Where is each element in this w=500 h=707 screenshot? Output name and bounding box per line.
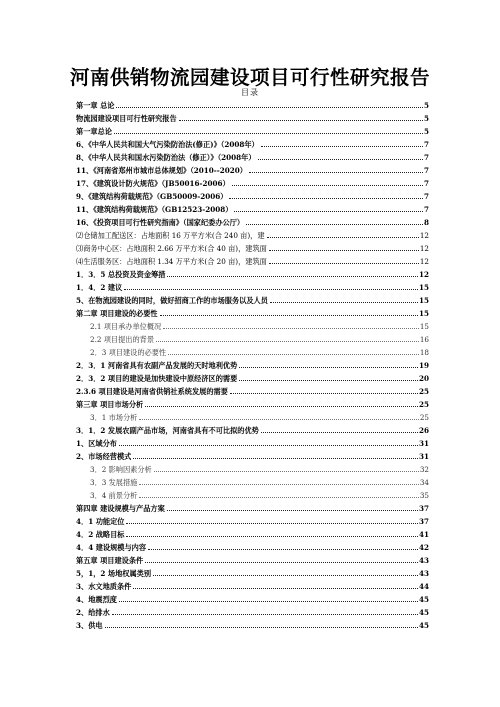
toc-entry[interactable] <box>76 346 429 359</box>
toc-entry-title: 第一章总论 <box>76 127 112 136</box>
toc-entry-title: 2．3．1 河南省具有农副产品发展的天时地利优势 <box>76 361 238 370</box>
toc-entry-page: 20 <box>418 374 429 383</box>
toc-entry-page: 45 <box>418 595 429 604</box>
dot-leader <box>126 536 418 537</box>
toc-entry[interactable] <box>76 112 429 125</box>
toc-entry-title: 第五章 项目建设条件 <box>76 556 144 565</box>
dot-leader <box>229 198 423 199</box>
toc-entry[interactable] <box>76 541 429 554</box>
toc-entry[interactable] <box>76 476 429 489</box>
toc-entry[interactable] <box>76 242 429 255</box>
toc-entry-page: 12 <box>419 257 429 266</box>
toc-entry-page: 26 <box>418 426 429 435</box>
toc-entry-page: 45 <box>418 608 429 617</box>
toc-entry-page: 7 <box>423 140 429 149</box>
dot-leader <box>160 315 418 316</box>
toc-entry-page: 7 <box>423 205 429 214</box>
toc-entry-title: ⑷生活服务区：占地面积 1.34 万平方米(合 20 亩)，建筑面 <box>76 257 267 266</box>
dot-leader <box>249 172 423 173</box>
toc-entry-title: 5、在物流园建设的同时，做好招商工作的市场服务以及人员 <box>76 296 268 305</box>
toc-entry-page: 7 <box>423 192 429 201</box>
toc-entry-title: 5，1，2 场地权属类别 <box>76 569 152 578</box>
toc-entry[interactable] <box>76 528 429 541</box>
dot-leader <box>119 445 418 446</box>
dot-leader <box>261 146 423 147</box>
dot-leader <box>232 185 423 186</box>
dot-leader <box>153 575 418 576</box>
toc-entry-title: 3、水文地质条件 <box>76 582 132 591</box>
toc-entry[interactable] <box>76 437 429 450</box>
toc-entry-page: 44 <box>418 582 429 591</box>
toc-entry-title: 17、《建筑设计防火规范》（JB50016-2006） <box>76 179 230 188</box>
toc-entry-title: 3．2 影响因素分析 <box>90 465 152 474</box>
toc-entry-page: 34 <box>419 478 429 487</box>
toc-entry[interactable] <box>76 554 429 567</box>
toc-entry-title: ⑵仓储加工配送区：占地面积 16 万平方米(合 240 亩)，建 <box>76 231 265 240</box>
dot-leader <box>270 302 418 303</box>
toc-entry-page: 43 <box>418 569 429 578</box>
toc-entry-page: 7 <box>423 153 429 162</box>
toc-entry-title: 1、区域分布 <box>76 439 117 448</box>
toc-entry[interactable] <box>76 372 429 385</box>
toc-entry-page: 42 <box>418 543 429 552</box>
toc-entry-title: 2.1 项目承办单位概况 <box>90 322 162 331</box>
toc-entry[interactable] <box>76 216 429 229</box>
toc-entry[interactable] <box>76 99 429 112</box>
toc-entry-title: 2．3．2 项目的建设是加快建设中原经济区的需要 <box>76 374 238 383</box>
toc-heading: 目录 <box>241 88 259 97</box>
toc-entry[interactable] <box>76 177 429 190</box>
toc-entry[interactable] <box>76 138 429 151</box>
toc-entry-page: 25 <box>418 400 429 409</box>
dot-leader <box>133 588 418 589</box>
toc-entry-title: 2．3 项目建设的必要性 <box>90 348 167 357</box>
toc-entry[interactable] <box>76 398 429 411</box>
toc-entry[interactable] <box>76 255 429 268</box>
toc-entry[interactable] <box>76 515 429 528</box>
dot-leader <box>167 510 418 511</box>
toc-entry-title: 3、供电 <box>76 621 103 630</box>
dot-leader <box>269 250 419 251</box>
toc-entry[interactable] <box>76 281 429 294</box>
toc-entry[interactable] <box>76 411 429 424</box>
dot-leader <box>167 276 418 277</box>
toc-entry-page: 45 <box>418 621 429 630</box>
dot-leader <box>239 380 418 381</box>
toc-entry[interactable] <box>76 580 429 593</box>
toc-entry-page: 15 <box>419 322 429 331</box>
toc-entry[interactable] <box>76 502 429 515</box>
toc-entry-page: 16 <box>419 335 429 344</box>
toc-entry[interactable] <box>76 164 429 177</box>
toc-entry-page: 19 <box>418 361 429 370</box>
dot-leader <box>239 367 418 368</box>
toc-entry-title: 第二章 项目建设的必要性 <box>76 309 158 318</box>
toc-entry-title: 8、《中华人民共和国水污染防治法（修正）》（2008年） <box>76 153 256 162</box>
toc-entry-title: 2.2 项目提出的背景 <box>90 335 155 344</box>
toc-entry-page: 37 <box>418 517 429 526</box>
dot-leader <box>156 341 419 342</box>
dot-leader <box>114 133 423 134</box>
toc-entry-page: 12 <box>418 270 429 279</box>
toc-entry-page: 25 <box>419 413 429 422</box>
toc-entry-title: 4．1 功能定位 <box>76 517 125 526</box>
dot-leader <box>258 159 423 160</box>
toc-entry-title: 6、《中华人民共和国大气污染防治法(修正)》（2008年） <box>76 140 259 149</box>
toc-entry-title: ⑶商务中心区：占地面积 2.66 万平方米(合 40 亩)，建筑面 <box>76 244 267 253</box>
dot-leader <box>126 523 418 524</box>
toc-entry[interactable] <box>76 229 429 242</box>
toc-entry-page: 7 <box>423 179 429 188</box>
toc-entry-title: 2、市场经营模式 <box>76 452 132 461</box>
toc-entry-page: 35 <box>419 491 429 500</box>
toc-entry[interactable] <box>76 463 429 476</box>
toc-entry-title: 物流园建设项目可行性研究报告 <box>76 114 177 123</box>
toc-entry-page: 41 <box>418 530 429 539</box>
toc-entry-title: 11、《河南省郑州市城市总体规划》（2010--2020） <box>76 166 247 175</box>
toc-entry[interactable] <box>76 489 429 502</box>
toc-entry-title: 第一章 总论 <box>76 101 115 110</box>
toc-entry[interactable] <box>76 606 429 619</box>
toc-entry[interactable] <box>76 424 429 437</box>
toc-entry[interactable] <box>76 320 429 333</box>
toc-entry-page: 5 <box>423 127 429 136</box>
toc-entry-title: 1．4．2 建议 <box>76 283 123 292</box>
dot-leader <box>269 263 419 264</box>
document-title: 河南供销物流园建设项目可行性研究报告 <box>69 66 430 89</box>
toc-entry-title: 第四章 建设规模与产品方案 <box>76 504 165 513</box>
toc-entry[interactable] <box>76 593 429 606</box>
toc-entry-page: 15 <box>418 283 429 292</box>
toc-entry-page: 18 <box>419 348 429 357</box>
toc-entry-page: 12 <box>419 231 429 240</box>
toc-entry-page: 37 <box>418 504 429 513</box>
toc-entry-title: 3．1．2 发展农副产品市场，河南省具有不可比拟的优势 <box>76 426 259 435</box>
toc-entry[interactable] <box>76 619 429 632</box>
dot-leader <box>230 393 418 394</box>
toc-entry[interactable] <box>76 567 429 580</box>
toc-entry-page: 12 <box>419 244 429 253</box>
dot-leader <box>168 354 419 355</box>
toc-entry[interactable] <box>76 190 429 203</box>
dot-leader <box>246 224 423 225</box>
toc-entry[interactable] <box>76 268 429 281</box>
dot-leader <box>124 289 418 290</box>
dot-leader <box>116 107 423 108</box>
toc-entry[interactable] <box>76 333 429 346</box>
toc-entry-title: 2.3.6 项目建设是河南省供销社系统发展的需要 <box>76 387 228 396</box>
dot-leader <box>105 627 418 628</box>
toc-entry[interactable] <box>76 450 429 463</box>
toc-entry-title: 3．3 发展措施 <box>90 478 138 487</box>
toc-entry-page: 8 <box>423 218 429 227</box>
dot-leader <box>148 549 418 550</box>
toc-entry-title: 3．4 前景分析 <box>90 491 138 500</box>
dot-leader <box>145 562 418 563</box>
toc-entry-page: 31 <box>418 439 429 448</box>
toc-entry[interactable] <box>76 307 429 320</box>
toc-entry-page: 32 <box>419 465 429 474</box>
toc-entry-title: 4、地震烈度 <box>76 595 117 604</box>
dot-leader <box>145 406 418 407</box>
dot-leader <box>139 419 418 420</box>
toc-entry-page: 25 <box>418 387 429 396</box>
toc-entry-title: 1．3．5 总投资及资金筹措 <box>76 270 166 279</box>
toc-entry[interactable] <box>76 385 429 398</box>
toc-entry-title: 16、《投资项目可行性研究指南》（国家纪委办公厅） <box>76 218 245 227</box>
toc-entry-page: 5 <box>423 114 429 123</box>
dot-leader <box>267 237 419 238</box>
toc-entry-title: 第三章 项目市场分析 <box>76 400 144 409</box>
toc-entry-page: 43 <box>418 556 429 565</box>
toc-entry-title: 4．2 战略目标 <box>76 530 125 539</box>
dot-leader <box>133 458 418 459</box>
toc-entry-page: 15 <box>418 309 429 318</box>
toc-entry-title: 2、给排水 <box>76 608 110 617</box>
toc-entry[interactable] <box>76 294 429 307</box>
dot-leader <box>139 497 418 498</box>
toc-entry-title: 3．1 市场分析 <box>90 413 138 422</box>
toc-entry-page: 7 <box>423 166 429 175</box>
toc-entry-title: 4．4 建设规模与内容 <box>76 543 147 552</box>
dot-leader <box>261 432 418 433</box>
dot-leader <box>139 484 418 485</box>
dot-leader <box>119 601 418 602</box>
dot-leader <box>163 328 419 329</box>
dot-leader <box>154 471 419 472</box>
toc-entry[interactable] <box>76 125 429 138</box>
table-of-contents <box>76 99 429 632</box>
toc-entry[interactable] <box>76 151 429 164</box>
toc-entry-page: 5 <box>423 101 429 110</box>
toc-entry-page: 15 <box>418 296 429 305</box>
dot-leader <box>179 120 423 121</box>
toc-entry[interactable] <box>76 203 429 216</box>
dot-leader <box>234 211 423 212</box>
dot-leader <box>112 614 418 615</box>
toc-entry-title: 9、《建筑结构荷载规范》（GB50009-2006） <box>76 192 228 201</box>
toc-entry[interactable] <box>76 359 429 372</box>
toc-entry-page: 31 <box>418 452 429 461</box>
toc-entry-title: 11、《建筑结构荷载规范》（GB12523-2008） <box>76 205 233 214</box>
